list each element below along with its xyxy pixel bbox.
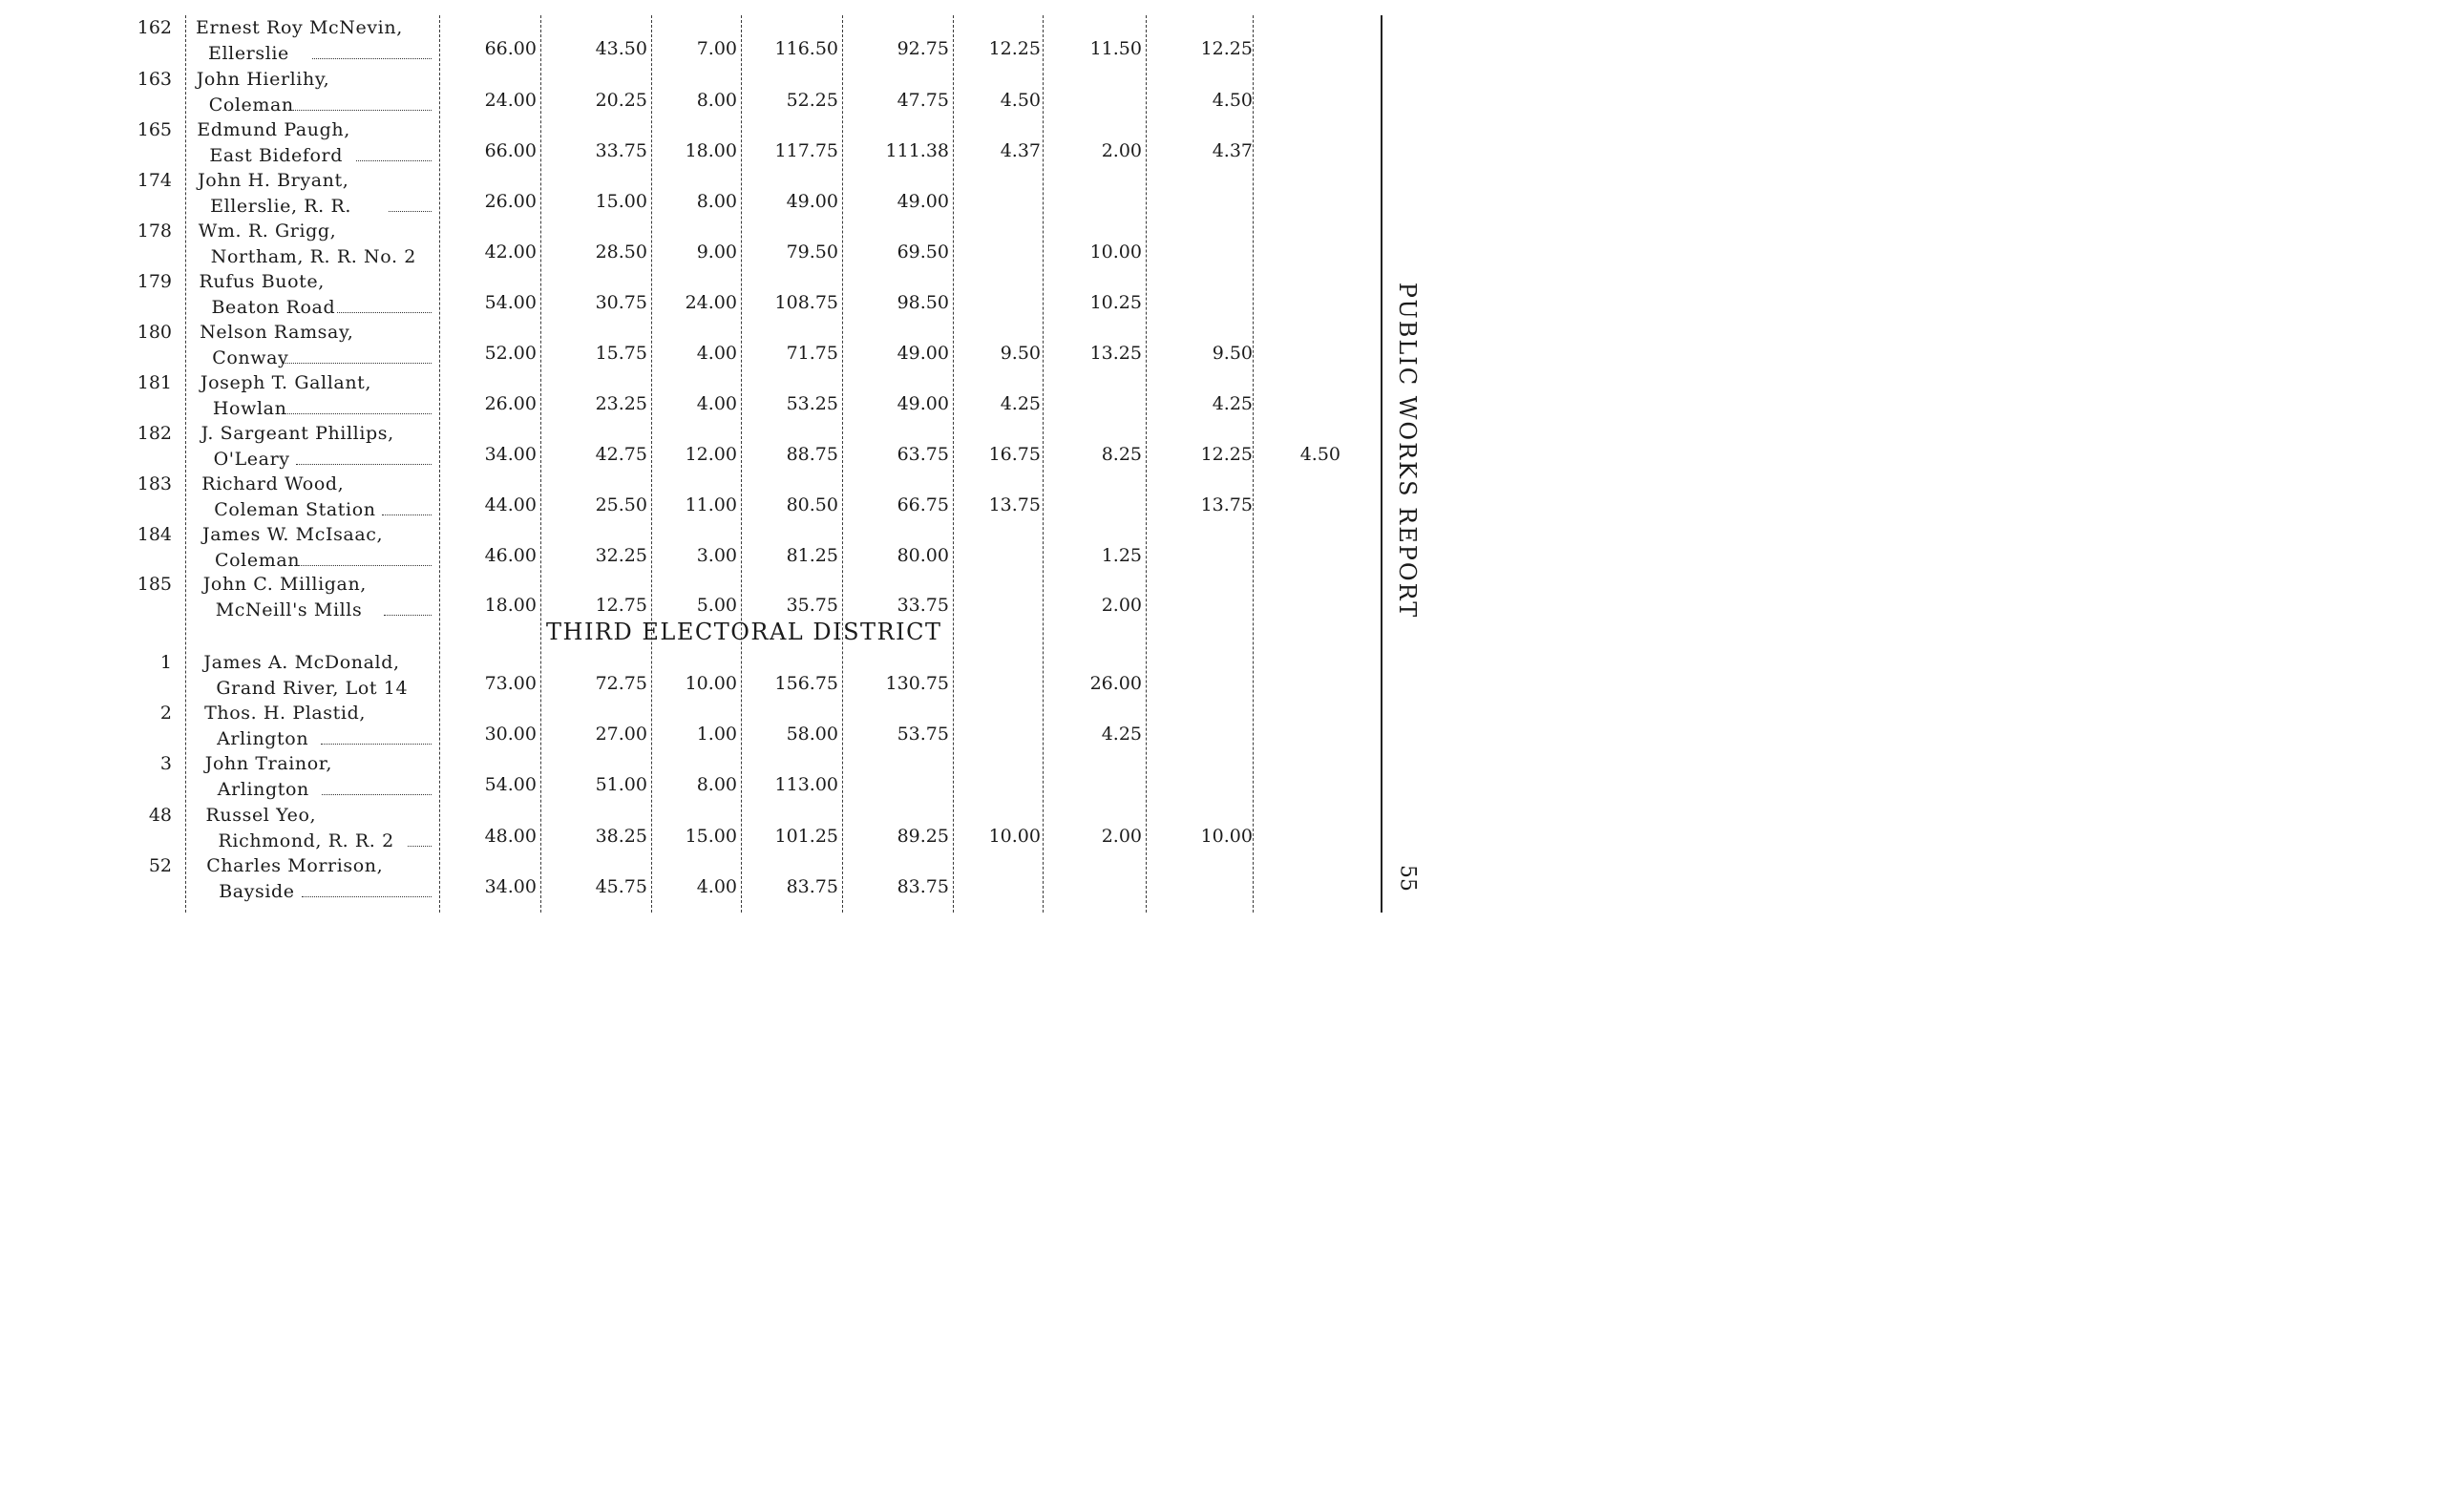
amount-cell: 69.50	[897, 242, 949, 262]
amount-cell: 2.00	[1101, 826, 1142, 847]
amount-cell: 48.00	[484, 826, 537, 847]
amount-cell: 30.75	[595, 292, 647, 313]
row-number: 163	[137, 69, 172, 90]
amount-cell: 47.75	[897, 90, 949, 111]
row-number: 180	[137, 322, 172, 343]
amount-cell: 66.75	[897, 494, 949, 515]
amount-cell: 53.75	[897, 724, 949, 745]
payee-place: Arlington	[217, 779, 309, 800]
amount-cell: 46.00	[484, 545, 537, 566]
row-number: 52	[148, 855, 172, 876]
amount-cell: 20.25	[595, 90, 647, 111]
amount-cell: 15.75	[595, 343, 647, 364]
running-title: PUBLIC WORKS REPORT	[1394, 282, 1421, 620]
amount-cell: 23.25	[595, 393, 647, 414]
amount-cell: 18.00	[484, 595, 537, 616]
payee-place: Bayside	[219, 881, 295, 902]
amount-cell: 1.00	[696, 724, 737, 745]
column-rule	[953, 15, 954, 913]
amount-cell: 81.25	[786, 545, 838, 566]
amount-cell: 79.50	[786, 242, 838, 262]
dot-leader	[384, 615, 432, 616]
payee-place: O'Leary	[213, 449, 290, 470]
amount-cell: 12.25	[1200, 38, 1253, 59]
amount-cell: 16.75	[988, 444, 1041, 465]
amount-cell: 10.00	[1200, 826, 1253, 847]
row-number: 2	[159, 703, 172, 724]
amount-cell: 4.00	[696, 393, 737, 414]
row-number: 1	[159, 652, 172, 673]
amount-cell: 9.50	[1000, 343, 1041, 364]
payee-name: Edmund Paugh,	[197, 119, 350, 140]
amount-cell: 53.25	[786, 393, 838, 414]
amount-cell: 66.00	[484, 140, 537, 161]
dot-leader	[337, 312, 432, 313]
payee-name: Russel Yeo,	[205, 805, 317, 826]
amount-cell: 8.00	[696, 774, 737, 795]
dot-leader	[321, 744, 432, 745]
amount-cell: 49.00	[897, 343, 949, 364]
payee-name: John Hierlihy,	[196, 69, 330, 90]
dot-leader	[389, 211, 432, 212]
amount-cell: 89.25	[897, 826, 949, 847]
payee-place: Coleman	[208, 94, 294, 116]
amount-cell: 7.00	[696, 38, 737, 59]
amount-cell: 117.75	[774, 140, 838, 161]
payee-place: Ellerslie	[208, 43, 289, 64]
payee-place: Ellerslie, R. R.	[210, 196, 352, 217]
amount-cell: 4.00	[696, 343, 737, 364]
amount-cell: 11.00	[685, 494, 737, 515]
amount-cell: 38.25	[595, 826, 647, 847]
amount-cell: 12.25	[1200, 444, 1253, 465]
row-number: 3	[159, 753, 172, 774]
payee-name: Wm. R. Grigg,	[198, 220, 337, 242]
dot-leader	[296, 464, 432, 465]
amount-cell: 83.75	[897, 876, 949, 897]
amount-cell: 12.75	[595, 595, 647, 616]
amount-cell: 4.37	[1000, 140, 1041, 161]
page-number: 55	[1395, 865, 1420, 892]
payee-name: Joseph T. Gallant,	[200, 372, 372, 393]
dot-leader	[302, 896, 432, 897]
amount-cell: 130.75	[885, 673, 949, 694]
amount-cell: 35.75	[786, 595, 838, 616]
ledger-page	[0, 0, 1493, 932]
amount-cell: 92.75	[897, 38, 949, 59]
dot-leader	[408, 846, 432, 847]
amount-cell: 4.50	[1299, 444, 1340, 465]
amount-cell: 27.00	[595, 724, 647, 745]
row-number: 48	[148, 805, 172, 826]
amount-cell: 42.75	[595, 444, 647, 465]
payee-name: J. Sargeant Phillips,	[200, 423, 394, 444]
amount-cell: 43.50	[595, 38, 647, 59]
payee-name: Thos. H. Plastid,	[204, 703, 366, 724]
dot-leader	[356, 160, 432, 161]
payee-name: Ernest Roy McNevin,	[196, 17, 403, 38]
payee-name: James A. McDonald,	[203, 652, 400, 673]
amount-cell: 33.75	[595, 140, 647, 161]
payee-name: Nelson Ramsay,	[200, 322, 354, 343]
amount-cell: 34.00	[484, 876, 537, 897]
amount-cell: 66.00	[484, 38, 537, 59]
row-number: 185	[137, 574, 172, 595]
amount-cell: 4.25	[1212, 393, 1253, 414]
amount-cell: 80.00	[897, 545, 949, 566]
payee-name: John Trainor,	[204, 753, 333, 774]
dot-leader	[285, 413, 432, 414]
column-rule	[540, 15, 541, 913]
payee-name: John H. Bryant,	[198, 170, 349, 191]
row-number: 184	[137, 524, 172, 545]
amount-cell: 2.00	[1101, 140, 1142, 161]
amount-cell: 52.25	[786, 90, 838, 111]
payee-place: Northam, R. R. No. 2	[210, 246, 416, 267]
amount-cell: 71.75	[786, 343, 838, 364]
row-number: 165	[137, 119, 172, 140]
row-number: 178	[137, 220, 172, 242]
amount-cell: 9.00	[696, 242, 737, 262]
payee-place: Coleman Station	[214, 499, 376, 520]
payee-place: Beaton Road	[211, 297, 336, 318]
column-rule	[185, 15, 186, 913]
amount-cell: 8.00	[696, 90, 737, 111]
amount-cell: 98.50	[897, 292, 949, 313]
amount-cell: 63.75	[897, 444, 949, 465]
amount-cell: 4.37	[1212, 140, 1253, 161]
row-number: 181	[137, 372, 172, 393]
amount-cell: 8.25	[1101, 444, 1142, 465]
amount-cell: 49.00	[786, 191, 838, 212]
amount-cell: 3.00	[696, 545, 737, 566]
amount-cell: 45.75	[595, 876, 647, 897]
amount-cell: 73.00	[484, 673, 537, 694]
amount-cell: 13.25	[1089, 343, 1142, 364]
row-number: 162	[137, 17, 172, 38]
amount-cell: 10.00	[1089, 242, 1142, 262]
amount-cell: 34.00	[484, 444, 537, 465]
amount-cell: 4.50	[1000, 90, 1041, 111]
amount-cell: 113.00	[774, 774, 838, 795]
amount-cell: 54.00	[484, 774, 537, 795]
amount-cell: 2.00	[1101, 595, 1142, 616]
dot-leader	[291, 110, 432, 111]
amount-cell: 44.00	[484, 494, 537, 515]
row-number: 182	[137, 423, 172, 444]
amount-cell: 26.00	[484, 191, 537, 212]
amount-cell: 10.00	[685, 673, 737, 694]
amount-cell: 15.00	[685, 826, 737, 847]
dot-leader	[312, 58, 432, 59]
amount-cell: 54.00	[484, 292, 537, 313]
amount-cell: 80.50	[786, 494, 838, 515]
amount-cell: 32.25	[595, 545, 647, 566]
row-number: 174	[137, 170, 172, 191]
amount-cell: 11.50	[1089, 38, 1142, 59]
amount-cell: 156.75	[774, 673, 838, 694]
payee-place: Conway	[212, 347, 289, 368]
payee-place: East Bideford	[209, 145, 343, 166]
amount-cell: 9.50	[1212, 343, 1253, 364]
amount-cell: 83.75	[786, 876, 838, 897]
amount-cell: 12.00	[685, 444, 737, 465]
amount-cell: 33.75	[897, 595, 949, 616]
amount-cell: 12.25	[988, 38, 1041, 59]
amount-cell: 51.00	[595, 774, 647, 795]
amount-cell: 58.00	[786, 724, 838, 745]
amount-cell: 24.00	[484, 90, 537, 111]
amount-cell: 5.00	[696, 595, 737, 616]
row-number: 183	[137, 473, 172, 494]
amount-cell: 24.00	[685, 292, 737, 313]
amount-cell: 72.75	[595, 673, 647, 694]
section-heading: THIRD ELECTORAL DISTRICT	[546, 619, 942, 645]
column-rule	[439, 15, 440, 913]
payee-place: Grand River, Lot 14	[216, 678, 409, 699]
amount-cell: 10.00	[988, 826, 1041, 847]
amount-cell: 26.00	[1089, 673, 1142, 694]
payee-place: McNeill's Mills	[215, 599, 363, 620]
amount-cell: 42.00	[484, 242, 537, 262]
dot-leader	[284, 363, 432, 364]
amount-cell: 111.38	[885, 140, 949, 161]
amount-cell: 4.00	[696, 876, 737, 897]
payee-place: Richmond, R. R. 2	[218, 830, 394, 851]
amount-cell: 28.50	[595, 242, 647, 262]
payee-name: Charles Morrison,	[206, 855, 384, 876]
payee-place: Coleman	[215, 550, 301, 571]
amount-cell: 49.00	[897, 191, 949, 212]
amount-cell: 18.00	[685, 140, 737, 161]
dot-leader	[297, 565, 432, 566]
payee-name: Richard Wood,	[201, 473, 345, 494]
amount-cell: 49.00	[897, 393, 949, 414]
amount-cell: 52.00	[484, 343, 537, 364]
amount-cell: 108.75	[774, 292, 838, 313]
column-rule	[1253, 15, 1254, 913]
column-rule	[1146, 15, 1147, 913]
amount-cell: 1.25	[1101, 545, 1142, 566]
row-number: 179	[137, 271, 172, 292]
amount-cell: 13.75	[1200, 494, 1253, 515]
amount-cell: 26.00	[484, 393, 537, 414]
amount-cell: 15.00	[595, 191, 647, 212]
payee-place: Arlington	[217, 728, 309, 749]
payee-name: John C. Milligan,	[202, 574, 367, 595]
amount-cell: 8.00	[696, 191, 737, 212]
amount-cell: 88.75	[786, 444, 838, 465]
payee-name: James W. McIsaac,	[202, 524, 384, 545]
dot-leader	[382, 514, 432, 515]
amount-cell: 116.50	[774, 38, 838, 59]
column-rule	[1043, 15, 1044, 913]
column-rule	[651, 15, 652, 913]
amount-cell: 101.25	[774, 826, 838, 847]
payee-name: Rufus Buote,	[199, 271, 325, 292]
amount-cell: 13.75	[988, 494, 1041, 515]
amount-cell: 30.00	[484, 724, 537, 745]
column-rule	[741, 15, 742, 913]
amount-cell: 4.25	[1101, 724, 1142, 745]
amount-cell: 25.50	[595, 494, 647, 515]
payee-place: Howlan	[212, 398, 287, 419]
amount-cell: 10.25	[1089, 292, 1142, 313]
margin-rule	[1381, 15, 1382, 913]
dot-leader	[322, 794, 432, 795]
amount-cell: 4.25	[1000, 393, 1041, 414]
amount-cell: 4.50	[1212, 90, 1253, 111]
column-rule	[842, 15, 843, 913]
